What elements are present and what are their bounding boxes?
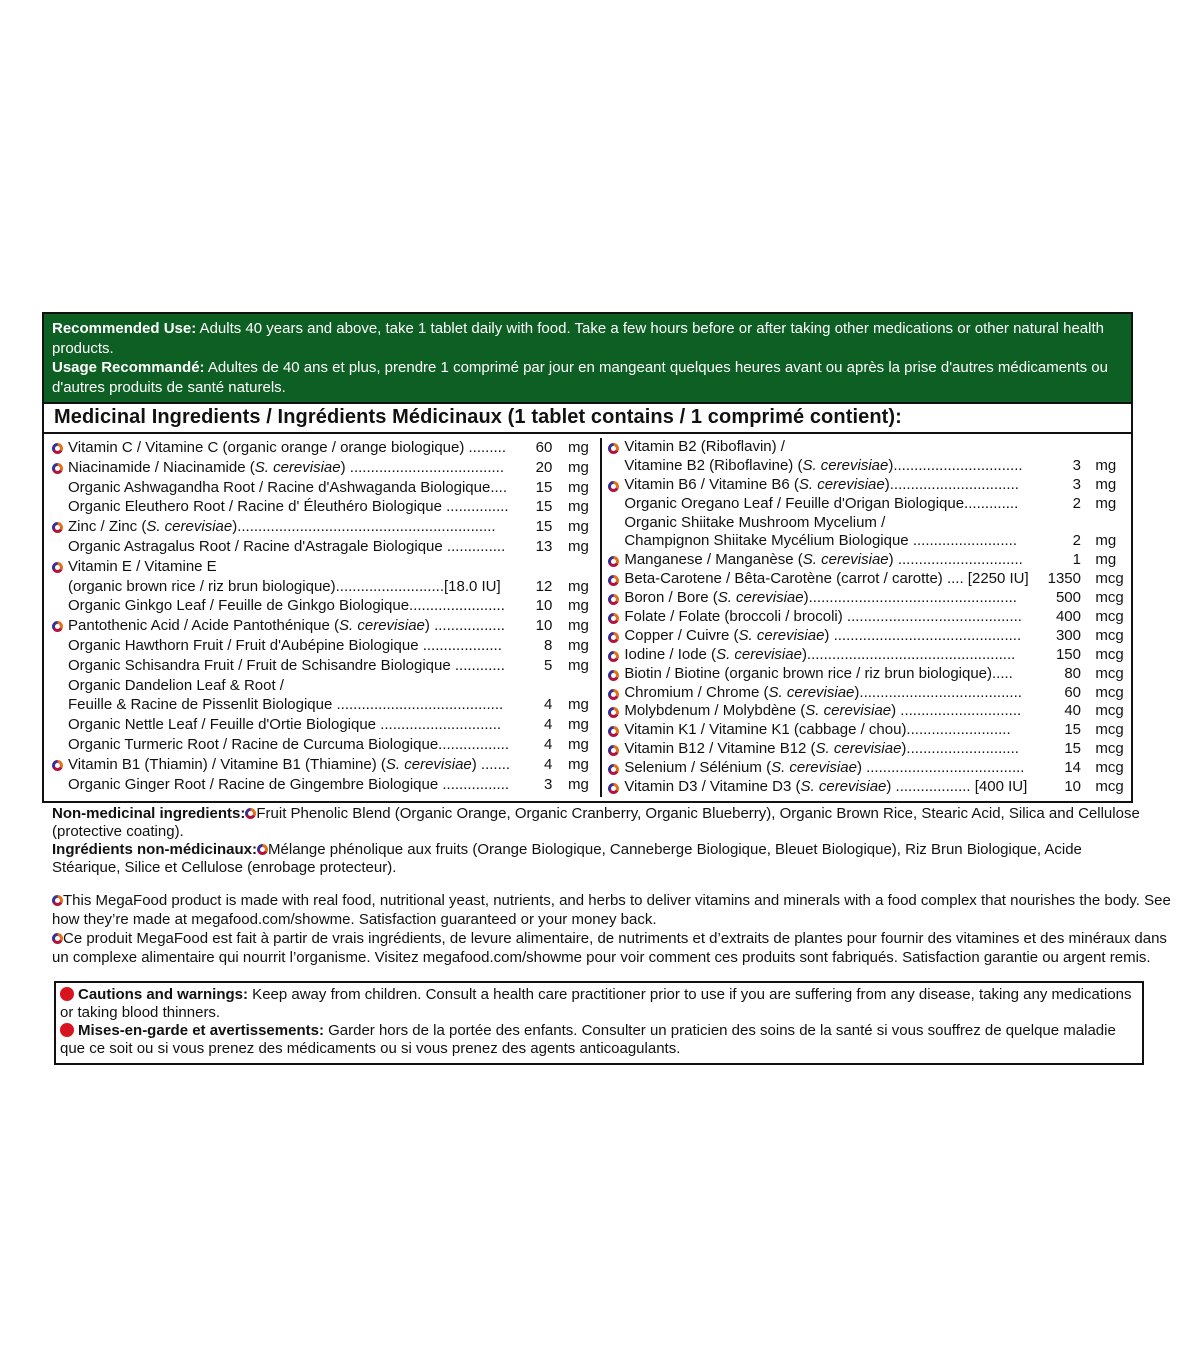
fruit-blend-icon (52, 463, 63, 474)
ingredients-right-column (600, 438, 1125, 797)
fruit-blend-icon (245, 808, 256, 819)
ingredient-quantity: 3 (1072, 475, 1081, 493)
ingredient-row (50, 478, 588, 498)
ingredient-name: Vitamin E / Vitamine E (68, 557, 217, 575)
non-medicinal-en-label: Non-medicinal ingredients: (52, 805, 246, 822)
fruit-blend-icon (608, 651, 619, 662)
ingredient-row (606, 457, 1125, 476)
ingredient-name: Iodine / Iode (S. cerevisiae).................................................. (624, 645, 1016, 663)
ingredient-quantity: 80 (1064, 664, 1081, 682)
fruit-blend-icon (608, 689, 619, 700)
fruit-blend-icon (52, 760, 63, 771)
ingredient-name: Vitamin B1 (Thiamin) / Vitamine B1 (Thiamine) (S. cerevisiae) ....... (68, 755, 511, 773)
warning-fr-text: Garder hors de la portée des enfants. Consulter un praticien des soins de la santé si vous souffrez de quelque maladie que ce soit ou si vous prenez des médicaments ou si vous prenez des agents anticoagulants. (60, 1022, 1116, 1057)
ingredient-quantity: 15 (1064, 721, 1081, 739)
fruit-blend-icon (52, 933, 63, 944)
ingredient-quantity: 400 (1055, 608, 1081, 626)
ingredient-name: Organic Dandelion Leaf & Root / (68, 676, 284, 694)
fruit-blend-icon (608, 726, 619, 737)
ingredient-quantity: 60 (535, 439, 553, 456)
recommended-use-en-text: Adults 40 years and above, take 1 tablet daily with food. Take a few hours before or after taking other medications or other natural health products. (52, 320, 1104, 357)
ingredient-name: Biotin / Biotine (organic brown rice / riz brun biologique)..... (624, 664, 1013, 682)
ingredient-name: Vitamin K1 / Vitamine K1 (cabbage / chou)......................... (624, 721, 1011, 739)
ingredient-quantity: 13 (535, 537, 553, 555)
ingredient-row (606, 608, 1125, 627)
ingredient-quantity: 60 (1064, 683, 1081, 701)
fruit-blend-icon (608, 556, 619, 567)
ingredient-row (606, 665, 1125, 684)
ingredient-name: Copper / Cuivre (S. cerevisiae) ............................................. (624, 626, 1022, 644)
ingredient-unit: mcg (1095, 740, 1124, 758)
ingredient-name: Folate / Folate (broccoli / brocoli) .......................................... (624, 608, 1022, 626)
ingredient-name: Boron / Bore (S. cerevisiae).................................................. (624, 589, 1017, 607)
ingredient-row (50, 596, 588, 616)
recommended-use-en-label: Recommended Use: (52, 320, 197, 337)
ingredient-quantity: 14 (1064, 759, 1081, 777)
warning-en-label: Cautions and warnings: (78, 986, 249, 1003)
ingredient-name: Organic Schisandra Fruit / Fruit de Schisandre Biologique ............ (68, 656, 505, 674)
ingredient-unit: mcg (1095, 664, 1124, 682)
ingredient-name: Beta-Carotene / Bêta-Carotène (carrot / carotte) .... [2250 IU] (624, 570, 1029, 588)
ingredient-name: (organic brown rice / riz brun biologique)..........................[18.0 IU] (68, 577, 501, 595)
warning-fr (60, 1022, 1136, 1058)
ingredient-name: Vitamin D3 / Vitamine D3 (S. cerevisiae) .................. [400 IU] (624, 778, 1028, 796)
ingredient-row (606, 684, 1125, 703)
ingredient-name: Organic Hawthorn Fruit / Fruit d'Aubépine Biologique ................... (68, 636, 502, 654)
fruit-blend-icon (608, 575, 619, 586)
ingredient-quantity: 20 (535, 458, 553, 476)
fruit-blend-icon (257, 844, 268, 855)
red-circle-icon (60, 987, 74, 1001)
ingredient-quantity: 15 (1064, 740, 1081, 758)
ingredient-quantity: 10 (535, 617, 553, 635)
medicinal-ingredients-box (42, 402, 1133, 803)
ingredient-quantity: 1 (1072, 551, 1081, 569)
fruit-blend-icon (52, 443, 63, 454)
ingredient-row (606, 495, 1125, 514)
warning-fr-label: Mises-en-garde et avertissements: (78, 1022, 324, 1039)
ingredient-row (50, 636, 588, 656)
non-medicinal-en (52, 805, 1142, 841)
ingredient-quantity: 150 (1055, 645, 1081, 663)
ingredient-name: Vitamin C / Vitamine C (organic orange / orange biologique) ......... (68, 439, 507, 456)
supplement-label (42, 312, 1133, 803)
ingredient-row (50, 616, 588, 636)
ingredient-quantity: 2 (1072, 494, 1081, 512)
ingredients-left-column (50, 438, 588, 797)
fruit-blend-icon (608, 745, 619, 756)
ingredient-row (50, 577, 588, 597)
recommended-use-fr-text: Adultes de 40 ans et plus, prendre 1 comprimé par jour en mangeant quelques heures avant ou après la prise d'autres médicaments ou d'autres produits de santé naturels. (52, 359, 1108, 396)
ingredient-name: Vitamin B2 (Riboflavin) / (624, 438, 785, 455)
ingredient-quantity: 4 (543, 716, 553, 734)
fruit-blend-icon (52, 621, 63, 632)
ingredient-quantity: 12 (535, 577, 553, 595)
ingredient-unit: mcg (1095, 626, 1124, 644)
fruit-blend-icon (608, 764, 619, 775)
non-medicinal-en-text: Fruit Phenolic Blend (Organic Orange, Organic Cranberry, Organic Blueberry), Organic Brown Rice, Stearic Acid, Silica and Cellulose (protective coating). (52, 805, 1140, 840)
ingredient-unit: mcg (1095, 778, 1124, 796)
ingredient-quantity: 500 (1055, 589, 1081, 607)
ingredient-name: Champignon Shiitake Mycélium Biologique ......................... (624, 532, 1018, 550)
ingredient-name: Organic Oregano Leaf / Feuille d'Origan Biologique............. (624, 494, 1019, 512)
ingredient-row (50, 775, 588, 795)
ingredient-name: Organic Astragalus Root / Racine d'Astragale Biologique .............. (68, 537, 506, 555)
ingredient-unit: mg (568, 498, 589, 516)
ingredient-unit: mg (568, 478, 589, 496)
ingredient-unit: mcg (1095, 759, 1124, 777)
product-description-fr (52, 929, 1172, 967)
non-medicinal-fr (52, 841, 1142, 877)
ingredient-unit: mg (1095, 494, 1117, 512)
ingredient-quantity: 3 (1072, 456, 1081, 474)
ingredient-unit: mg (1095, 456, 1117, 474)
fruit-blend-icon (608, 481, 619, 492)
ingredient-name: Vitamin B12 / Vitamine B12 (S. cerevisiae)........................... (624, 740, 1019, 758)
medicinal-ingredients-title: Medicinal Ingredients / Ingrédients Médicinaux (1 tablet contains / 1 comprimé contient): (44, 404, 1131, 434)
product-description (52, 891, 1172, 967)
ingredient-quantity: 10 (535, 597, 553, 615)
ingredient-row (50, 695, 588, 715)
ingredient-quantity: 4 (543, 755, 553, 773)
ingredient-name: Feuille & Racine de Pissenlit Biologique ........................................ (68, 696, 504, 714)
ingredient-quantity: 1350 (1047, 570, 1081, 588)
ingredient-row (606, 740, 1125, 759)
ingredient-row (606, 570, 1125, 589)
ingredient-row (606, 476, 1125, 495)
ingredient-unit: mcg (1095, 608, 1124, 626)
ingredient-quantity: 10 (1064, 778, 1081, 796)
ingredient-unit: mg (568, 716, 589, 734)
ingredient-name: Niacinamide / Niacinamide (S. cerevisiae) ..................................... (68, 458, 504, 476)
ingredient-quantity: 8 (543, 636, 553, 654)
ingredient-unit: mg (1095, 532, 1117, 550)
ingredient-row (606, 551, 1125, 570)
ingredient-unit: mcg (1095, 570, 1124, 588)
ingredient-unit: mg (568, 439, 589, 456)
ingredient-unit: mcg (1095, 702, 1124, 720)
ingredient-quantity: 2 (1072, 532, 1081, 550)
ingredient-row (606, 702, 1125, 721)
non-medicinal-ingredients (52, 805, 1142, 877)
ingredient-row (606, 532, 1125, 551)
recommended-use-en (52, 319, 1123, 358)
ingredient-name: Organic Ginkgo Leaf / Feuille de Ginkgo Biologique....................... (68, 597, 505, 615)
product-description-fr-text: Ce produit MegaFood est fait à partir de vrais ingrédients, de levure alimentaire, de nutriments et d’extraits de plantes pour fournir des vitamines et des minéraux dans un complexe alimentaire qui nourrit l’organisme. Visitez megafood.com/showme pour voir comment ces produits sont fabriqués. Satisfaction garantie ou argent remis. (52, 930, 1167, 966)
ingredient-row (50, 676, 588, 696)
fruit-blend-icon (608, 613, 619, 624)
ingredient-unit: mcg (1095, 589, 1124, 607)
ingredient-name: Vitamin B6 / Vitamine B6 (S. cerevisiae)............................... (624, 475, 1019, 493)
ingredient-row (50, 537, 588, 557)
ingredient-name: Pantothenic Acid / Acide Pantothénique (S. cerevisiae) ................. (68, 617, 505, 635)
fruit-blend-icon (52, 522, 63, 533)
ingredient-unit: mg (568, 577, 589, 595)
product-description-en (52, 891, 1172, 929)
warning-en (60, 986, 1136, 1022)
ingredient-row (606, 721, 1125, 740)
ingredient-unit: mg (1095, 475, 1117, 493)
ingredient-row (606, 438, 1125, 457)
recommended-use-fr-label: Usage Recommandé: (52, 359, 205, 376)
ingredient-row (606, 589, 1125, 608)
ingredient-quantity: 15 (535, 478, 553, 496)
ingredient-quantity: 4 (543, 735, 553, 753)
fruit-blend-icon (608, 783, 619, 794)
ingredient-name: Manganese / Manganèse (S. cerevisiae) .............................. (624, 551, 1023, 569)
ingredient-name: Organic Shiitake Mushroom Mycelium / (624, 513, 886, 531)
ingredient-row (50, 715, 588, 735)
ingredient-quantity: 5 (543, 656, 553, 674)
warning-en-text: Keep away from children. Consult a health care practitioner prior to use if you are suffering from any disease, taking any medications or taking blood thinners. (60, 986, 1132, 1021)
fruit-blend-icon (608, 594, 619, 605)
non-medicinal-fr-label: Ingrédients non-médicinaux: (52, 841, 258, 858)
ingredient-name: Organic Turmeric Root / Racine de Curcuma Biologique................. (68, 735, 510, 753)
ingredient-row (50, 438, 588, 458)
ingredient-unit: mg (568, 696, 589, 714)
non-medicinal-fr-text: Mélange phénolique aux fruits (Orange Biologique, Canneberge Biologique, Bleuet Biologique), Riz Brun Biologique, Acide Stéarique, Silice et Cellulose (enrobage protecteur). (52, 841, 1082, 876)
fruit-blend-icon (52, 562, 63, 573)
recommended-use-box (42, 312, 1133, 402)
ingredient-unit: mg (568, 518, 589, 536)
ingredient-name: Molybdenum / Molybdène (S. cerevisiae) ............................. (624, 702, 1022, 720)
ingredient-row (50, 458, 588, 478)
fruit-blend-icon (52, 895, 63, 906)
ingredient-name: Selenium / Sélénium (S. cerevisiae) ...................................... (624, 759, 1025, 777)
ingredient-row (606, 627, 1125, 646)
ingredient-name: Vitamine B2 (Riboflavine) (S. cerevisiae)............................... (624, 456, 1023, 474)
ingredient-quantity: 4 (543, 696, 553, 714)
ingredient-name: Organic Ashwagandha Root / Racine d'Ashwaganda Biologique.... (68, 478, 507, 496)
ingredient-quantity: 15 (535, 498, 553, 516)
ingredient-name: Chromium / Chrome (S. cerevisiae)....................................... (624, 683, 1022, 701)
red-circle-icon (60, 1023, 74, 1037)
ingredient-unit: mg (568, 617, 589, 635)
ingredient-unit: mg (568, 458, 589, 476)
ingredient-unit: mg (568, 656, 589, 674)
ingredient-quantity: 15 (535, 518, 553, 536)
ingredient-unit: mcg (1095, 645, 1124, 663)
ingredient-name: Organic Ginger Root / Racine de Gingembre Biologique ................ (68, 775, 510, 793)
ingredient-unit: mg (568, 735, 589, 753)
fruit-blend-icon (608, 670, 619, 681)
fruit-blend-icon (608, 443, 619, 454)
ingredient-unit: mcg (1095, 683, 1124, 701)
recommended-use-fr (52, 358, 1123, 397)
ingredient-row (50, 497, 588, 517)
ingredient-unit: mg (568, 537, 589, 555)
ingredient-row (606, 759, 1125, 778)
ingredient-name: Organic Nettle Leaf / Feuille d'Ortie Biologique ............................. (68, 716, 502, 734)
ingredient-unit: mcg (1095, 721, 1124, 739)
product-description-en-text: This MegaFood product is made with real food, nutritional yeast, nutrients, and herbs to deliver vitamins and minerals with a food complex that nourishes the body. See how they’re made at megafood.com/showme. Satisfaction guaranteed or your money back. (52, 892, 1171, 928)
ingredient-row (50, 656, 588, 676)
ingredient-row (606, 646, 1125, 665)
ingredient-unit: mg (568, 636, 589, 654)
ingredient-quantity: 40 (1064, 702, 1081, 720)
ingredient-quantity: 3 (543, 775, 553, 793)
ingredient-unit: mg (568, 755, 589, 773)
ingredient-name: Organic Eleuthero Root / Racine d' Éleuthéro Biologique ............... (68, 498, 509, 516)
ingredient-row (50, 735, 588, 755)
cautions-warnings-box (54, 981, 1144, 1065)
ingredient-unit: mg (568, 597, 589, 615)
fruit-blend-icon (608, 632, 619, 643)
ingredient-row (50, 755, 588, 775)
ingredient-quantity: 300 (1055, 626, 1081, 644)
ingredient-row (50, 517, 588, 537)
ingredient-row (606, 514, 1125, 533)
ingredient-row (50, 557, 588, 577)
ingredient-unit: mg (568, 775, 589, 793)
ingredient-name: Zinc / Zinc (S. cerevisiae).............................................................. (68, 518, 496, 536)
ingredient-unit: mg (1095, 551, 1117, 569)
ingredient-row (606, 778, 1125, 797)
fruit-blend-icon (608, 707, 619, 718)
